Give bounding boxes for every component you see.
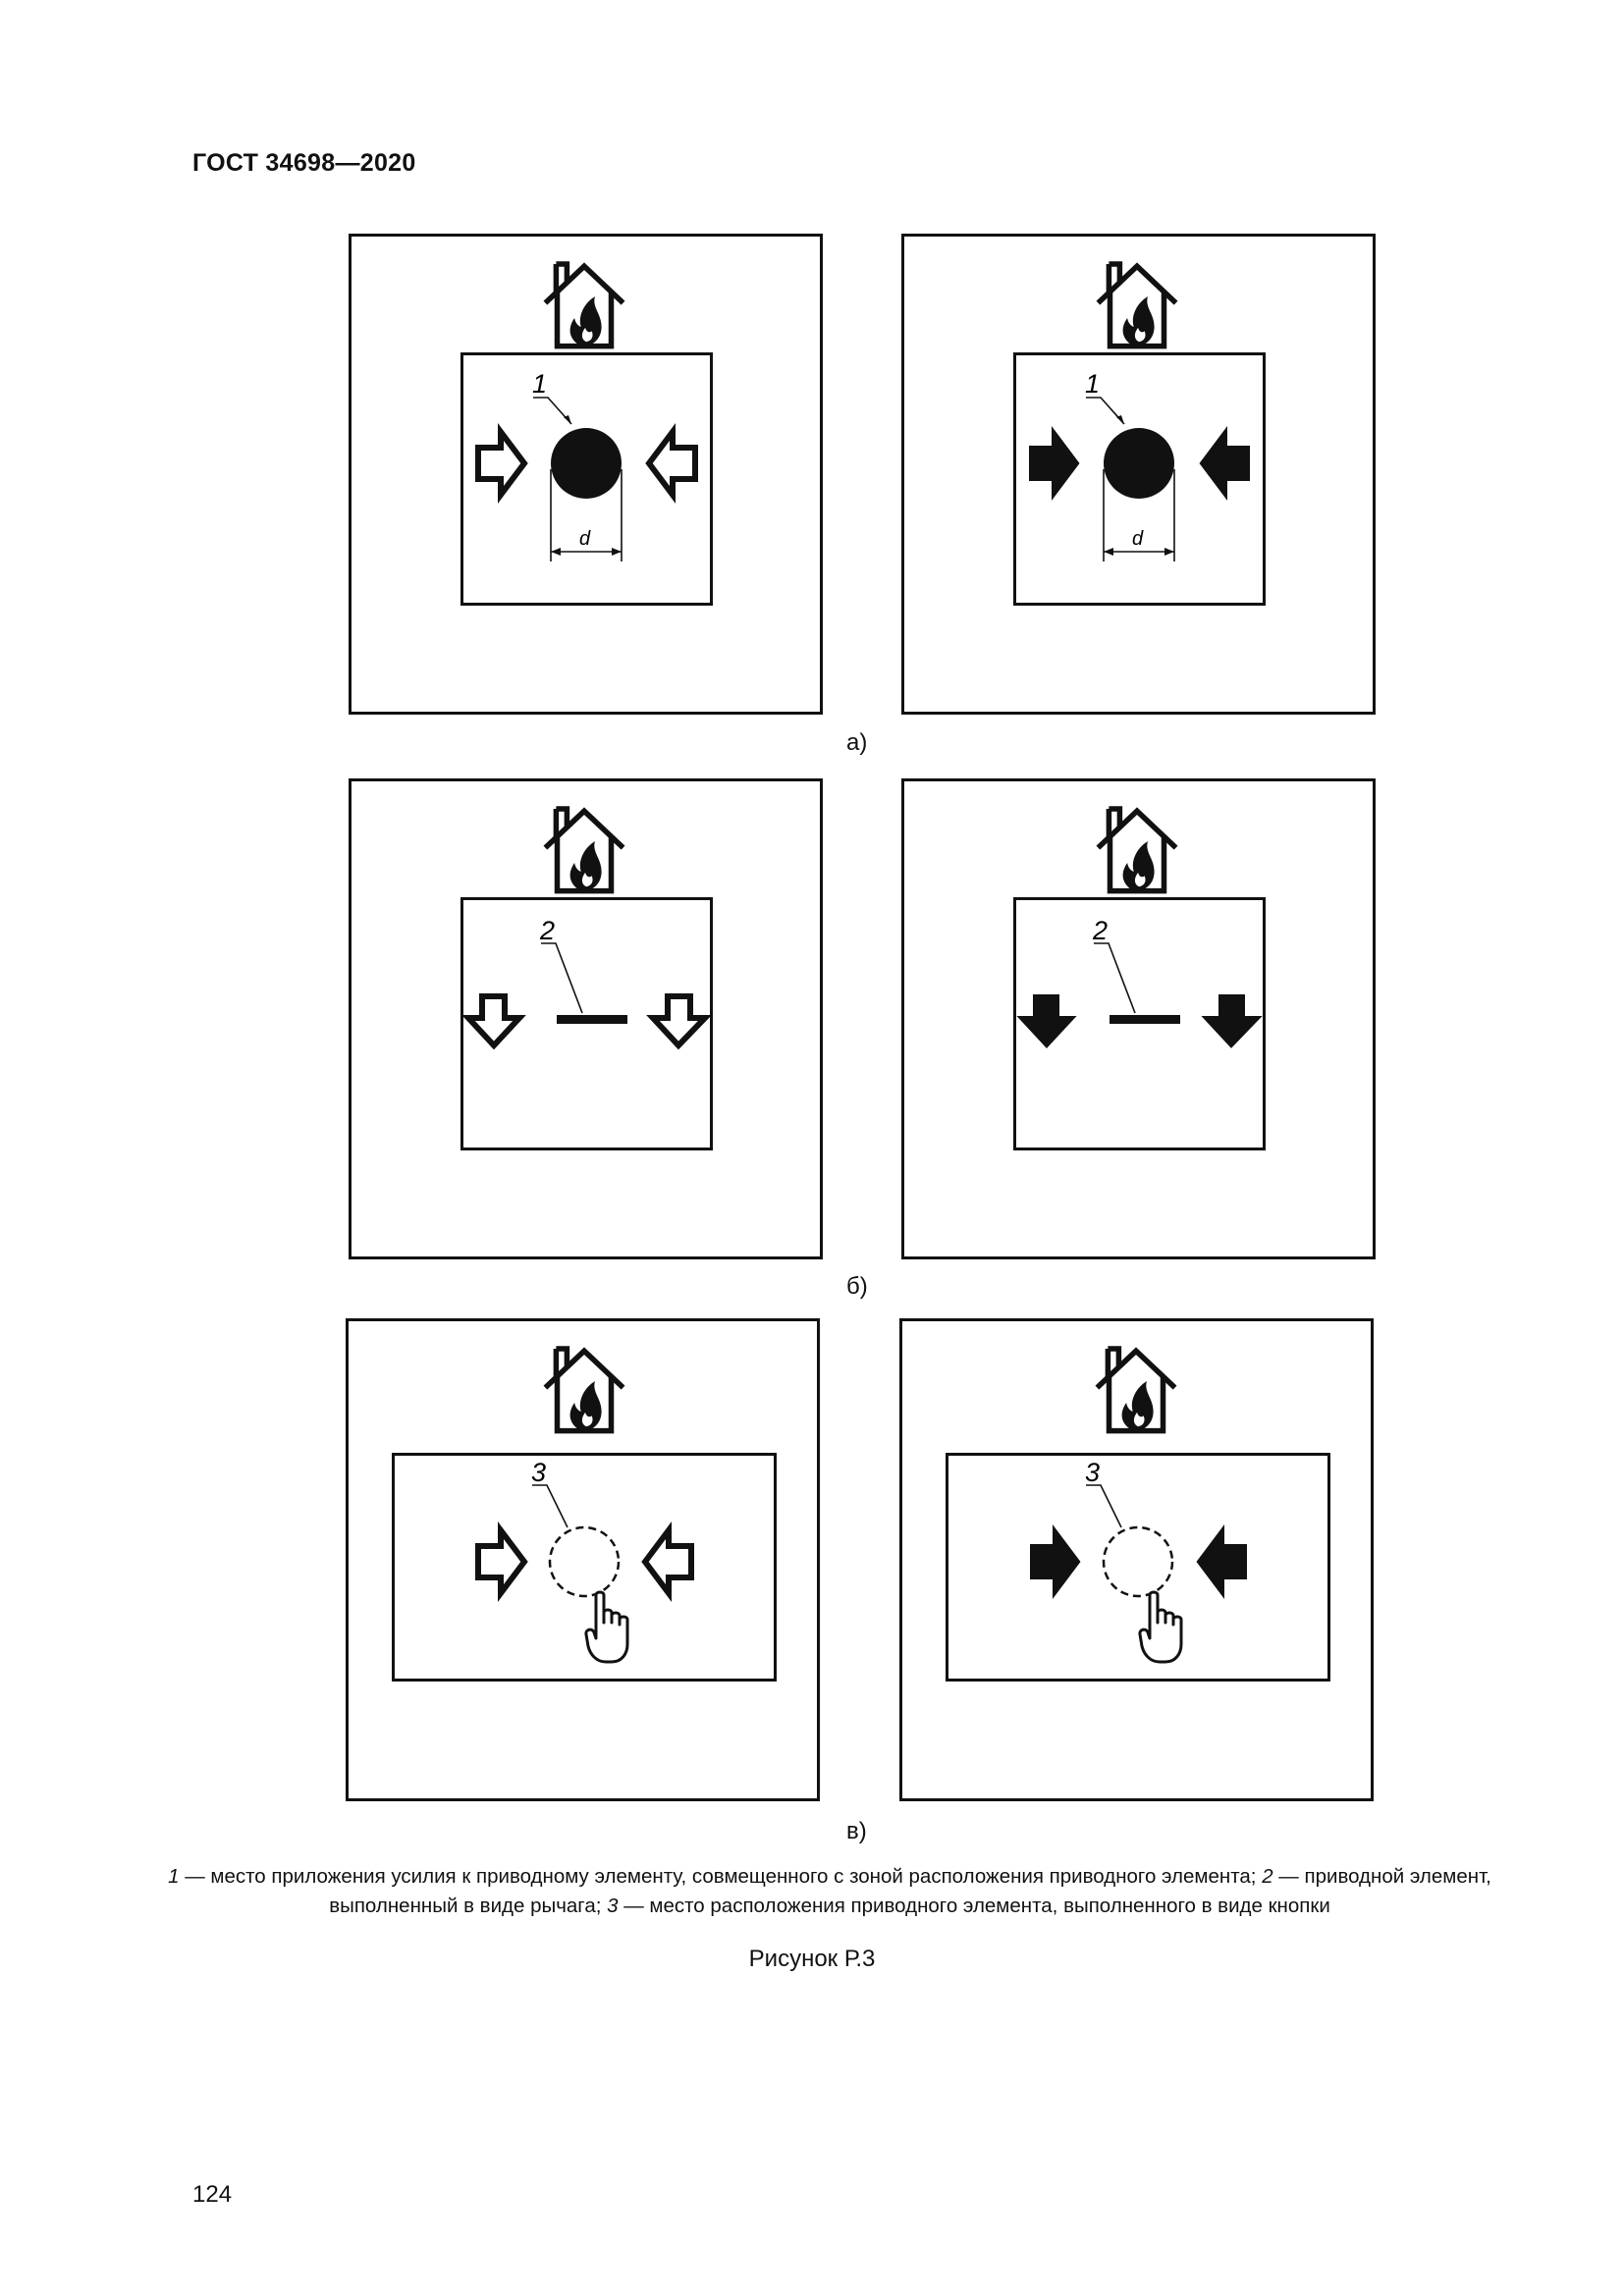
lever-bar bbox=[1110, 1015, 1180, 1024]
lever-bar bbox=[557, 1015, 627, 1024]
document-header: ГОСТ 34698—2020 bbox=[192, 149, 416, 177]
hand-pointer-icon bbox=[586, 1592, 627, 1662]
arrow-left-icon bbox=[645, 1530, 691, 1593]
inner-frame bbox=[460, 897, 713, 1150]
lever-diagram bbox=[463, 900, 710, 1148]
legend-text: — место расположения приводного элемента, выполненного в виде кнопки bbox=[618, 1895, 1330, 1917]
panel-a-right bbox=[901, 234, 1376, 715]
arrow-right-icon bbox=[1031, 432, 1077, 495]
inner-frame bbox=[1013, 352, 1266, 606]
arrow-down-icon bbox=[468, 996, 519, 1045]
callout-leader bbox=[1094, 943, 1135, 1013]
inner-frame bbox=[392, 1453, 777, 1682]
callout-leader bbox=[533, 398, 571, 424]
legend-number: 2 bbox=[1262, 1865, 1273, 1888]
arrow-down-icon bbox=[1021, 996, 1072, 1045]
callout-leader bbox=[532, 1485, 568, 1527]
button-diagram bbox=[463, 355, 710, 603]
callout-leader bbox=[1086, 398, 1124, 424]
subfigure-label-c: в) bbox=[846, 1818, 867, 1844]
callout-number: 3 bbox=[1085, 1458, 1101, 1487]
arrow-left-icon bbox=[1199, 1530, 1245, 1593]
panel-c-right bbox=[899, 1318, 1374, 1801]
dimension-label: d bbox=[1132, 528, 1144, 550]
button-zone-diagram bbox=[948, 1456, 1327, 1679]
legend-number: 3 bbox=[607, 1895, 619, 1917]
arrow-left-icon bbox=[1202, 432, 1248, 495]
figure-legend bbox=[157, 1862, 1502, 1921]
panel-b-right bbox=[901, 778, 1376, 1259]
inner-frame bbox=[460, 352, 713, 606]
house-fire-icon bbox=[1083, 253, 1191, 361]
legend-text: — место приложения усилия к приводному элементу, совмещенного с зоной расположения приводного элемента; bbox=[179, 1865, 1263, 1888]
figure-caption: Рисунок Р.3 bbox=[748, 1946, 876, 1972]
arrow-down-icon bbox=[1206, 996, 1258, 1045]
button-zone-circle bbox=[550, 1527, 619, 1596]
actuator-circle bbox=[551, 428, 622, 499]
hand-pointer-icon bbox=[1140, 1592, 1181, 1662]
button-zone-diagram bbox=[395, 1456, 774, 1679]
arrow-right-icon bbox=[478, 432, 524, 495]
legend-number: 1 bbox=[168, 1865, 180, 1888]
arrow-left-icon bbox=[649, 432, 695, 495]
dimension-label: d bbox=[579, 528, 591, 550]
page-number: 124 bbox=[192, 2181, 233, 2208]
callout-leader bbox=[541, 943, 582, 1013]
arrow-down-icon bbox=[653, 996, 705, 1045]
arrow-right-icon bbox=[1032, 1530, 1078, 1593]
button-zone-circle bbox=[1104, 1527, 1172, 1596]
callout-leader bbox=[1086, 1485, 1121, 1527]
inner-frame bbox=[1013, 897, 1266, 1150]
lever-diagram bbox=[1016, 900, 1263, 1148]
actuator-circle bbox=[1104, 428, 1174, 499]
legend-text: — приводной элемент, выполненный в виде рычага; bbox=[329, 1865, 1491, 1917]
callout-number: 2 bbox=[1093, 916, 1109, 945]
house-fire-icon bbox=[1082, 1338, 1190, 1446]
callout-number: 1 bbox=[1085, 369, 1101, 399]
house-fire-icon bbox=[530, 1338, 638, 1446]
house-fire-icon bbox=[1083, 798, 1191, 906]
callout-number: 1 bbox=[532, 369, 548, 399]
button-diagram bbox=[1016, 355, 1263, 603]
panel-c-left bbox=[346, 1318, 820, 1801]
panel-a-left bbox=[349, 234, 823, 715]
house-fire-icon bbox=[530, 798, 638, 906]
arrow-right-icon bbox=[478, 1530, 524, 1593]
house-fire-icon bbox=[530, 253, 638, 361]
subfigure-label-b: б) bbox=[846, 1273, 868, 1300]
callout-number: 3 bbox=[531, 1458, 547, 1487]
callout-number: 2 bbox=[540, 916, 556, 945]
subfigure-label-a: а) bbox=[846, 729, 868, 756]
inner-frame bbox=[946, 1453, 1330, 1682]
panel-b-left bbox=[349, 778, 823, 1259]
